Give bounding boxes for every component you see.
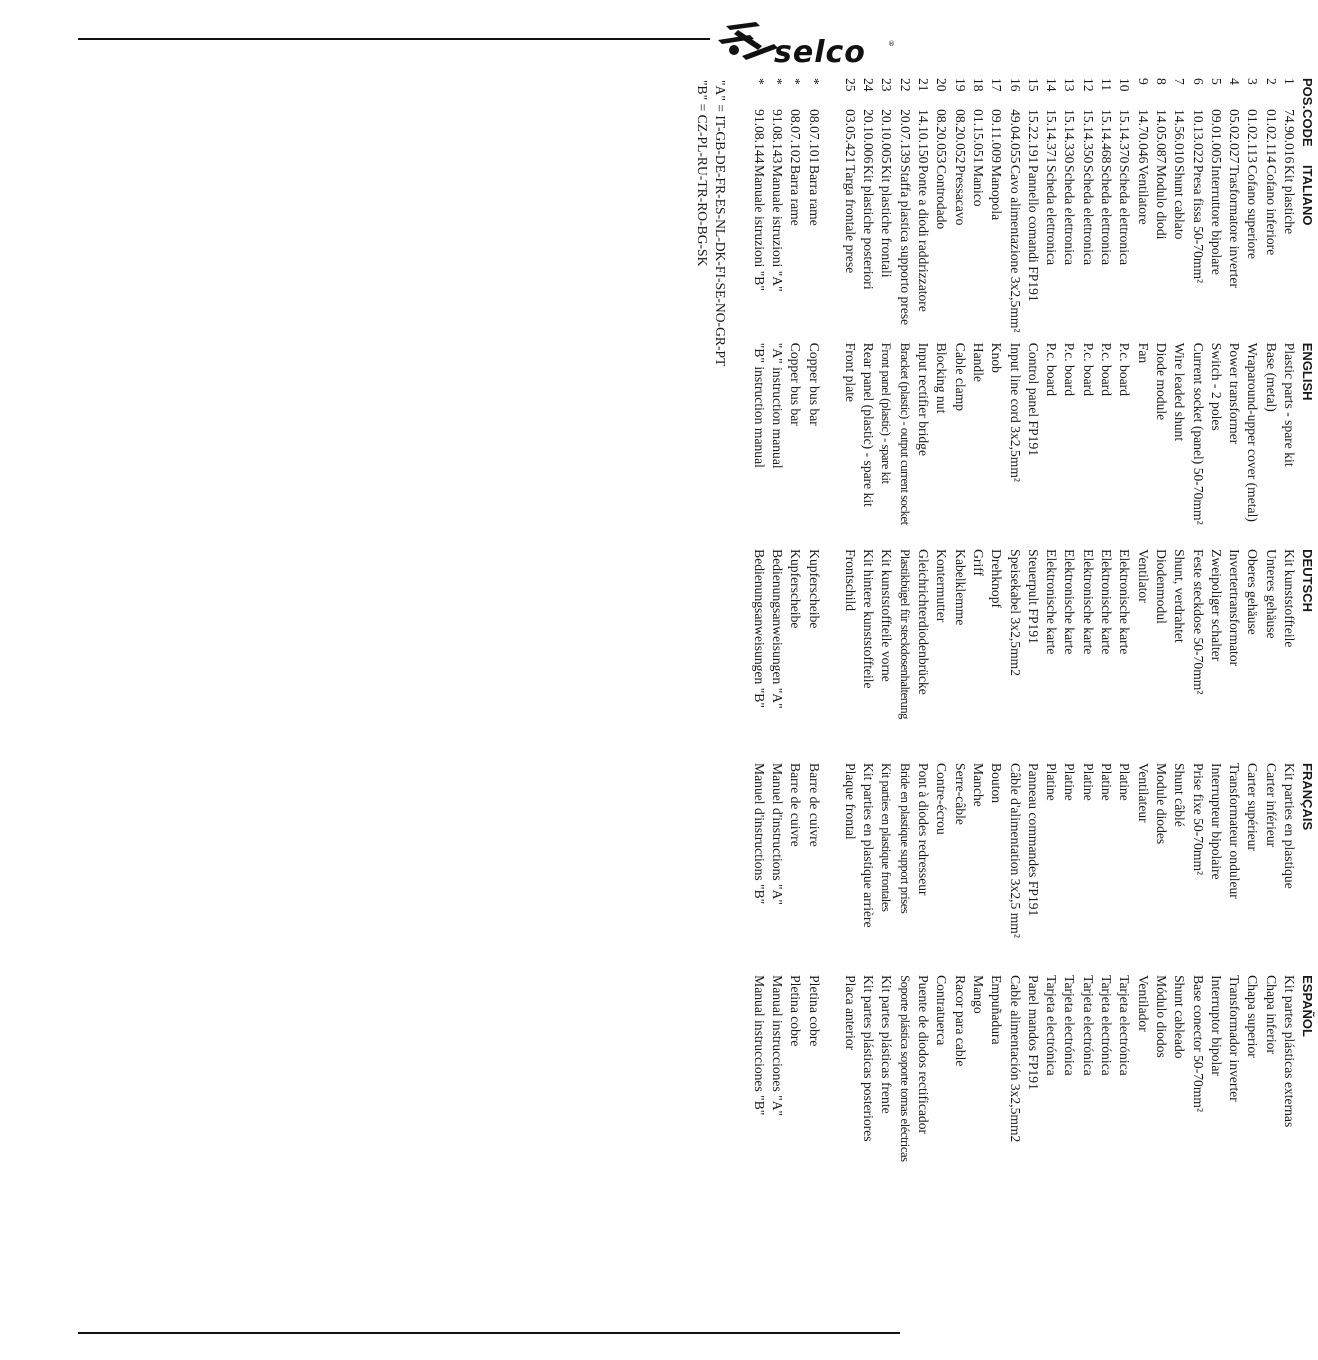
cell-fr: Plaque frontal — [842, 763, 858, 840]
legend-b: "B" = CZ-PL-RU-TR-RO-BG-SK — [695, 80, 711, 267]
cell-en: "A" instruction manual — [769, 342, 785, 469]
parts-rows — [841, 78, 1298, 1248]
svg-text:selco: selco — [774, 35, 866, 70]
cell-de: Zweipoliger schalter — [1208, 549, 1224, 662]
cell-it: Trasformatore inverter — [1227, 165, 1243, 288]
table-row — [1042, 78, 1060, 1248]
cell-pos: 1 — [1282, 78, 1297, 85]
cell-pos: 25 — [842, 78, 858, 92]
cell-de: Oberes gehäuse — [1245, 549, 1261, 635]
selco-logo — [712, 16, 898, 72]
cell-pos: 23 — [879, 78, 895, 92]
cell-de: Elektronische karte — [1099, 549, 1115, 655]
cell-pos: * — [806, 78, 822, 85]
header-espanol: ESPAÑOL — [1300, 975, 1316, 1037]
cell-en: P.c. board — [1080, 342, 1096, 396]
cell-it: Pressacavo — [952, 165, 968, 226]
cell-pos: 5 — [1208, 78, 1224, 85]
cell-es: Tarjeta electrónica — [1062, 975, 1078, 1076]
cell-fr: Interrupteur bipolaire — [1208, 763, 1224, 880]
cell-code: 01.02.114 — [1263, 109, 1279, 163]
cell-fr: Shunt câblé — [1172, 763, 1188, 827]
cell-pos: 6 — [1190, 78, 1206, 85]
table-row — [841, 78, 859, 1248]
cell-de: Drehknopf — [989, 549, 1005, 609]
cell-es: Puente de diodos rectificador — [916, 975, 932, 1135]
parts-table — [749, 78, 1318, 1248]
table-row — [1115, 78, 1133, 1248]
cell-de: Elektronische karte — [1044, 549, 1060, 655]
cell-en: Rear panel (plastic) - spare kit — [861, 342, 877, 507]
cell-code: 15.14.468 — [1099, 109, 1115, 164]
cell-fr: Kit parties en plastique — [1282, 763, 1297, 889]
cell-code: 01.15.051 — [970, 109, 986, 164]
cell-fr: Transformateur onduleur — [1227, 763, 1243, 899]
cell-pos: 18 — [970, 78, 986, 92]
table-row — [1188, 78, 1206, 1248]
cell-es: Placa anterior — [842, 975, 858, 1051]
cell-fr: Bouton — [989, 763, 1005, 804]
cell-de: Bedienungsanweisungen "B" — [751, 549, 767, 708]
cell-en: Knob — [989, 342, 1005, 373]
cell-de: Griff — [970, 549, 986, 577]
cell-pos: 3 — [1245, 78, 1261, 85]
cell-en: Copper bus bar — [806, 342, 822, 426]
cell-en: P.c. board — [1099, 342, 1115, 396]
cell-de: Kit kunststoffteile — [1282, 549, 1297, 648]
table-row — [1060, 78, 1078, 1248]
cell-en: Front plate — [842, 342, 858, 403]
cell-de: Kontermutter — [934, 549, 950, 623]
cell-code: 01.02.113 — [1245, 109, 1261, 163]
cell-fr: Panneau commandes FP191 — [1025, 763, 1041, 917]
legend-a: "A" = IT-GB-DE-FR-ES-NL-DK-FI-SE-NO-GR-PT — [713, 80, 729, 367]
cell-pos: 17 — [989, 78, 1005, 92]
cell-it: Cavo alimentazione 3x2,5mm² — [1007, 165, 1023, 333]
table-row — [859, 78, 877, 1248]
cell-en: Handle — [970, 342, 986, 383]
table-row — [1005, 78, 1023, 1248]
cell-pos: * — [788, 78, 804, 85]
cell-fr: Contre-écrou — [934, 763, 950, 835]
cell-en: Control panel FP191 — [1025, 342, 1041, 457]
table-row — [987, 78, 1005, 1248]
cell-code: 74.90.016 — [1282, 109, 1297, 164]
cell-en: Switch - 2 poles — [1208, 342, 1224, 431]
table-row — [786, 78, 804, 1248]
cell-fr: Manche — [970, 763, 986, 807]
cell-code: 20.10.006 — [861, 109, 877, 164]
cell-pos: 13 — [1062, 78, 1078, 92]
cell-es: Pletina cobre — [806, 975, 822, 1047]
table-row — [877, 78, 895, 1248]
cell-fr: Platine — [1117, 763, 1133, 801]
table-row — [1280, 78, 1298, 1248]
cell-es: Manual instrucciones "B" — [751, 975, 767, 1116]
cell-code: 91.08.143 — [769, 109, 785, 164]
table-row — [914, 78, 932, 1248]
cell-code: 15.14.370 — [1117, 109, 1133, 164]
cell-code: 03.05.421 — [842, 109, 858, 164]
cell-pos: 8 — [1153, 78, 1169, 85]
cell-code: 08.20.053 — [934, 109, 950, 164]
cell-code: 14.10.150 — [916, 109, 932, 164]
cell-en: Copper bus bar — [788, 342, 804, 426]
cell-fr: Manuel d'instructions "A" — [769, 763, 785, 905]
cell-it: Controdado — [934, 165, 950, 230]
cell-fr: Platine — [1099, 763, 1115, 801]
cell-it: Manuale istruzioni "B" — [751, 165, 767, 291]
gap-row-group — [823, 78, 841, 1248]
cell-es: Kit partes plásticas frente — [879, 975, 895, 1114]
cell-pos: 20 — [934, 78, 950, 92]
cell-en: Power transformer — [1227, 342, 1243, 445]
cell-de: Bedienungsanweisungen "A" — [769, 549, 785, 709]
cell-es: Contratuerca — [934, 975, 950, 1046]
cell-de: Kit kunststoffteile vorne — [879, 549, 895, 682]
cell-it: Kit plastiche frontali — [879, 165, 895, 278]
table-row — [932, 78, 950, 1248]
cell-it: Manuale istruzioni "A" — [769, 165, 785, 292]
cell-it: Kit plastiche — [1282, 165, 1297, 235]
cell-pos: 11 — [1099, 78, 1115, 92]
extra-rows — [749, 78, 822, 1248]
cell-code: 14.70.046 — [1135, 109, 1151, 164]
cell-de: Frontschild — [842, 549, 858, 612]
table-row — [969, 78, 987, 1248]
cell-de: Invertertransformator — [1227, 549, 1243, 667]
cell-de: Unteres gehäuse — [1263, 549, 1279, 639]
cell-es: Empuñadura — [989, 975, 1005, 1045]
cell-pos: 9 — [1135, 78, 1151, 85]
cell-es: Kit partes plásticas externas — [1282, 975, 1297, 1128]
cell-es: Soporte plástica soporte tomas eléctricas — [897, 975, 912, 1162]
cell-it: Ventilatore — [1135, 165, 1151, 225]
cell-es: Tarjeta electrónica — [1044, 975, 1060, 1076]
cell-es: Base conector 50-70mm² — [1190, 975, 1206, 1113]
cell-es: Tarjeta electrónica — [1080, 975, 1096, 1076]
cell-en: Current socket (panel) 50-70mm² — [1190, 342, 1206, 525]
cell-fr: Platine — [1062, 763, 1078, 801]
cell-en: Front panel (plastic) - spare kit — [879, 342, 894, 484]
cell-pos: 19 — [952, 78, 968, 92]
cell-pos: 21 — [916, 78, 932, 92]
cell-code: 15.14.350 — [1080, 109, 1096, 164]
cell-en: Input line cord 3x2,5mm² — [1007, 342, 1023, 483]
cell-it: Manico — [970, 165, 986, 207]
cell-pos: 22 — [897, 78, 913, 92]
cell-code: 91.08.144 — [751, 109, 767, 164]
table-row — [950, 78, 968, 1248]
cell-en: Cable clamp — [952, 342, 968, 412]
table-row — [1225, 78, 1243, 1248]
cell-pos: 24 — [861, 78, 877, 92]
cell-en: Diode module — [1153, 342, 1169, 421]
cell-pos: * — [751, 78, 767, 85]
cell-en: Blocking nut — [934, 342, 950, 414]
cell-de: Ventilator — [1135, 549, 1151, 603]
cell-en: P.c. board — [1062, 342, 1078, 396]
cell-fr: Manuel d'instructions "B" — [751, 763, 767, 905]
cell-de: Plastikbügel für steckdosenhalterung — [897, 549, 912, 720]
parts-list-rotated — [695, 78, 1318, 1248]
cell-code: 08.07.102 — [788, 109, 804, 164]
cell-it: Scheda elettronica — [1099, 165, 1115, 266]
cell-fr: Bride en plastique support prises — [897, 763, 912, 914]
cell-en: P.c. board — [1044, 342, 1060, 396]
cell-it: Barra rame — [806, 165, 822, 226]
cell-it: Interruttore bipolare — [1208, 165, 1224, 275]
cell-it: Barra rame — [788, 165, 804, 226]
table-row — [895, 78, 913, 1248]
cell-it: Pannello comandi FP191 — [1025, 165, 1041, 302]
cell-en: P.c. board — [1117, 342, 1133, 396]
cell-es: Transformador inverter — [1227, 975, 1243, 1102]
svg-text:®: ® — [888, 40, 895, 48]
cell-code: 08.07.101 — [806, 109, 822, 164]
cell-pos: 12 — [1080, 78, 1096, 92]
cell-it: Ponte a diodi raddrizzatore — [916, 165, 932, 312]
cell-fr: Kit parties en plastique frontales — [879, 763, 894, 912]
cell-es: Chapa inferior — [1263, 975, 1279, 1054]
cell-fr: Pont à diodes redresseur — [916, 763, 932, 896]
table-row — [804, 78, 822, 1248]
cell-de: Gleichrichterdiodenbrücke — [916, 549, 932, 695]
table-row — [1207, 78, 1225, 1248]
cell-it: Presa fissa 50-70mm² — [1190, 165, 1206, 284]
cell-code: 14.56.010 — [1172, 109, 1188, 164]
cell-it: Modulo diodi — [1153, 165, 1169, 240]
cell-it: Manopola — [989, 165, 1005, 221]
cell-it: Scheda elettronica — [1117, 165, 1133, 266]
cell-fr: Barre de cuivre — [806, 763, 822, 847]
cell-pos: 2 — [1263, 78, 1279, 85]
cell-en: Wire leaded shunt — [1172, 342, 1188, 442]
cell-fr: Carter inférieur — [1263, 763, 1279, 848]
header-pos: POS. — [1300, 78, 1316, 110]
header-italiano: ITALIANO — [1300, 165, 1316, 226]
cell-de: Elektronische karte — [1117, 549, 1133, 655]
table-row — [1097, 78, 1115, 1248]
table-row — [768, 78, 786, 1248]
cell-code: 49.04.055 — [1007, 109, 1023, 164]
table-row — [749, 78, 767, 1248]
cell-code: 08.20.052 — [952, 109, 968, 164]
cell-fr: Kit parties en plastique arrière — [861, 763, 877, 928]
cell-code: 15.14.330 — [1062, 109, 1078, 164]
cell-it: Cofano superiore — [1245, 165, 1261, 260]
cell-pos: * — [769, 78, 785, 85]
table-row — [1152, 78, 1170, 1248]
cell-es: Manual instrucciones "A" — [769, 975, 785, 1117]
cell-pos: 15 — [1025, 78, 1041, 92]
cell-it: Cofano inferiore — [1263, 165, 1279, 256]
cell-es: Tarjeta electrónica — [1117, 975, 1133, 1076]
cell-es: Racor para cable — [952, 975, 968, 1067]
cell-it: Scheda elettronica — [1044, 165, 1060, 266]
cell-fr: Platine — [1080, 763, 1096, 801]
cell-es: Tarjeta electrónica — [1099, 975, 1115, 1076]
table-row — [1170, 78, 1188, 1248]
table-row — [1133, 78, 1151, 1248]
cell-de: Kupferscheibe — [806, 549, 822, 629]
cell-fr: Barre de cuivre — [788, 763, 804, 847]
cell-it: Scheda elettronica — [1080, 165, 1096, 266]
cell-it: Shunt cablato — [1172, 165, 1188, 240]
cell-code: 20.07.139 — [897, 109, 913, 164]
cell-fr: Câble d'alimentation 3x2,5 mm² — [1007, 763, 1023, 938]
cell-code: 15.22.191 — [1025, 109, 1041, 164]
cell-en: Input rectifier bridge — [916, 342, 932, 456]
cell-pos: 16 — [1007, 78, 1023, 92]
cell-es: Pletina cobre — [788, 975, 804, 1047]
cell-en: Fan — [1135, 342, 1151, 364]
cell-fr: Carter supérieur — [1245, 763, 1261, 851]
cell-de: Kupferscheibe — [788, 549, 804, 629]
cell-de: Speisekabel 3x2,5mm2 — [1007, 549, 1023, 677]
header-francais: FRANÇAIS — [1300, 763, 1316, 831]
table-row — [1261, 78, 1279, 1248]
cell-code: 20.10.005 — [879, 109, 895, 164]
cell-de: Elektronische karte — [1080, 549, 1096, 655]
cell-en: Base (metal) — [1263, 342, 1279, 412]
cell-es: Módulo diodos — [1153, 975, 1169, 1058]
table-header-row — [1298, 78, 1318, 1248]
cell-code: 15.14.371 — [1044, 109, 1060, 164]
cell-en: Plastic parts - spare kit — [1282, 342, 1297, 467]
cell-es: Cable alimentación 3x2,5mm2 — [1007, 975, 1023, 1143]
cell-it: Kit plastiche posteriori — [861, 165, 877, 290]
cell-en: Wraparound-upper cover (metal) — [1245, 342, 1261, 522]
top-rule — [78, 38, 710, 40]
cell-code: 10.13.022 — [1190, 109, 1206, 164]
cell-pos: 10 — [1117, 78, 1133, 92]
cell-fr: Prise fixe 50-70mm² — [1190, 763, 1206, 876]
table-row — [1243, 78, 1261, 1248]
cell-it: Targa frontale prese — [842, 165, 858, 274]
cell-code: 05.02.027 — [1227, 109, 1243, 164]
header-code: CODE — [1300, 109, 1316, 147]
cell-code: 09.11.009 — [989, 109, 1005, 163]
cell-en: Bracket (plastic) - output current socket — [897, 342, 912, 525]
table-row — [1078, 78, 1096, 1248]
cell-de: Kit hintere kunststoffteile — [861, 549, 877, 689]
header-deutsch: DEUTSCH — [1300, 549, 1316, 612]
cell-pos: 14 — [1044, 78, 1060, 92]
cell-de: Steuerpult FP191 — [1025, 549, 1041, 644]
cell-de: Shunt, verdrahtet — [1172, 549, 1188, 643]
cell-code: 09.01.005 — [1208, 109, 1224, 164]
cell-it: Scheda elettronica — [1062, 165, 1078, 266]
legend — [693, 78, 730, 1248]
cell-fr: Module diodes — [1153, 763, 1169, 845]
cell-pos: 7 — [1172, 78, 1188, 85]
cell-code: 14.05.087 — [1153, 109, 1169, 164]
cell-es: Shunt cableado — [1172, 975, 1188, 1059]
cell-it: Staffa plastica supporto prese — [897, 165, 913, 326]
cell-de: Diodenmodul — [1153, 549, 1169, 624]
cell-es: Panel mandos FP191 — [1025, 975, 1041, 1090]
cell-fr: Platine — [1044, 763, 1060, 801]
cell-en: "B" instruction manual — [751, 342, 767, 468]
cell-fr: Ventilateur — [1135, 763, 1151, 823]
cell-es: Chapa superior — [1245, 975, 1261, 1058]
cell-es: Ventilador — [1135, 975, 1151, 1032]
cell-de: Kabelklemme — [952, 549, 968, 626]
cell-es: Kit partes plásticas posteriores — [861, 975, 877, 1142]
header-english: ENGLISH — [1300, 342, 1316, 401]
cell-de: Elektronische karte — [1062, 549, 1078, 655]
cell-fr: Serre-câble — [952, 763, 968, 825]
cell-es: Mango — [970, 975, 986, 1014]
table-row — [1024, 78, 1042, 1248]
cell-de: Feste steckdose 50-70mm² — [1190, 549, 1206, 695]
cell-pos: 4 — [1227, 78, 1243, 85]
cell-es: Interruptor bipolar — [1208, 975, 1224, 1076]
bottom-rule — [78, 1332, 900, 1334]
